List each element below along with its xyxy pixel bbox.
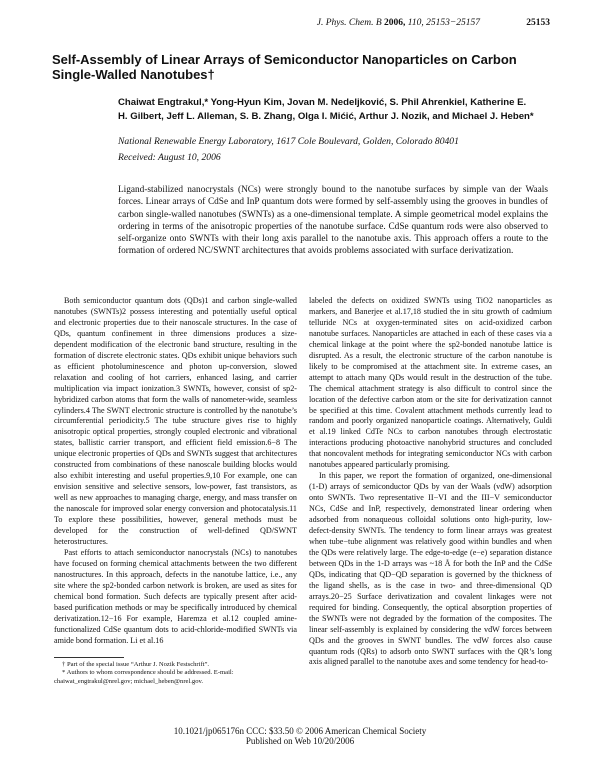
paragraph: Both semiconductor quantum dots (QDs)1 and carbon single-walled nanotubes (SWNTs)2 possess interesting and potentially useful optical and electronic properties due to their nanoscale structures. In the case of QDs, quantum confinement in three dimensions produces a size-dependent modification of the electronic band structure, resulting in the formation of discrete electronic states. QDs exhibit unique behaviors such as efficient photoluminescence and photon up-conversion, slowed relaxation and cooling of hot carriers, enhanced lasing, and carrier multiplication via impact ionization.3 SWNTs, however, consist of sp2-hybridized carbon atoms that form the walls of nanometer-wide, seamless cylinders.4 The SWNT electronic structure is controlled by the nanotube’s circumferential periodicity.5 The tube structure gives rise to highly anisotropic optical properties, strongly coupled electronic and vibrational states, ballistic carrier transport, and efficient field emission.6−8 The unique electronic properties of QDs and SWNTs suggest that architectures constructed from combinations of these nanoscale building blocks would also exhibit interesting and useful properties.9,10 For example, one can envision sensitive and selective sensors, low-power, fast transistors, as well as new approaches to managing charge, energy, and mass transfer on the nanoscale for improved solar energy conversion and photocatalysis.11 To explore these possibilities, however, general methods must be developed for the construction of well-defined QD/SWNT heterostructures. — [54, 296, 297, 546]
page-footer — [0, 726, 600, 746]
abstract: Ligand-stabilized nanocrystals (NCs) were strongly bound to the nanotube surfaces by simple van der Waals forces. Linear arrays of CdSe and InP quantum dots were formed by self-assembly using the grooves in bundles of carbon single-walled nanotubes (SWNTs) as a one-dimensional template. A simple geometrical model explains the ordering in terms of the anisotropic properties of the nanotube surface. CdSe quantum rods were also observed to self-organize onto SWNTs with their long axis parallel to the nanotube axis. This approach offers a route to the formation of ordered NC/SWNT architectures that avoids problems associated with surface derivatization. — [118, 185, 548, 257]
footnote-rule — [54, 657, 124, 658]
right-column — [309, 296, 552, 668]
footnote: † Part of the special issue “Arthur J. Nozik Festschrift”. — [62, 661, 210, 668]
running-header — [54, 18, 550, 32]
paragraph: In this paper, we report the formation of organized, one-dimensional (1-D) arrays of semiconductor QDs by van der Waals (vdW) adsorption onto SWNTs. Two representative II−VI and the III−V semiconductor NCs, CdSe and InP, respectively, demonstrated linear ordering when adsorbed from nonaqueous colloidal solutions onto high-purity, low-defect-density SWNTs. The tendency to form linear arrays was greatest when tube−tube alignment was relatively good within bundles and when the QDs were relatively large. The edge-to-edge (e−e) separation distance between QDs in the 1-D arrays was ~18 Å for both the InP and the CdSe QDs, indicating that QD−QD separation is governed by the thickness of the ligand shells, as is the case in two- and three-dimensional QD arrays.20−25 Surface derivatization and covalent linkages were not required for binding. Consequently, the optical absorption properties of the SWNTs were not degraded by the formation of the composites. The linear self-assembly is explained by considering the vdW forces between QDs and the grooves in SWNT bundles. The vdW forces also cause quantum rods (QRs) to adsorb onto SWNT surfaces with the QR’s long axis aligned parallel to the nanotube axes and some tendency for head-to- — [309, 471, 552, 667]
journal-citation: J. Phys. Chem. B 2006, 110, 25153−25157 — [316, 18, 480, 28]
left-column — [54, 296, 297, 647]
paragraph: labeled the defects on oxidized SWNTs using TiO2 nanoparticles as markers, and Banerjee et al.17,18 studied the in situ growth of cadmium telluride NCs at oxygen-terminated sites on acid-oxidized carbon nanotube surfaces. Nanoparticles are attached in each of these cases via a chemical linkage at the point where the sp2-bonded nanotube lattice is disrupted. As a result, the electronic structure of the carbon nanotube is likely to be compromised at the attachment site. In extreme cases, an attempt to attach many QDs would result in the destruction of the tube. The chemical attachment strategy is also difficult to control since the location of the defective carbon atom or the site for derivatization cannot be specified at this time. Covalent attachment methods currently lead to random and poorly organized nanoparticle coatings. Alternatively, Guldi et al.19 linked CdTe NCs to carbon nanotubes through electrostatic interactions producing photoactive nanohybrid structures and concluded that noncovalent methods for integrating semiconductor NCs with carbon nanotubes appeared particularly promising. — [309, 296, 552, 470]
footnote: * Authors to whom correspondence should be addressed. E-mail: chaiwat_engtrakul@nrel.gov; michael_heben@nrel.gov. — [54, 669, 234, 685]
doi-line: 10.1021/jp065176n CCC: $33.50 © 2006 American Chemical Society — [173, 726, 427, 736]
page-number: 25153 — [526, 18, 550, 28]
footnotes — [54, 657, 297, 686]
received-date: Received: August 10, 2006 — [118, 152, 221, 163]
published-date: Published on Web 10/20/2006 — [245, 736, 355, 746]
paragraph: Past efforts to attach semiconductor nanocrystals (NCs) to nanotubes have focused on forming chemical attachments between the two different nanostructures. In this approach, defects in the nanotube lattice, i.e., any site where the sp2-bonded carbon network is broken, are used as sites for chemical bond formation. Such defects are typically present after acid-based purification methods or may be specifically introduced by chemical derivatization.12−16 For example, Haremza et al.12 coupled amine-functionalized CdSe quantum dots to acid-chloride-modified SWNTs via amide bond formation. Li et al.16 — [54, 547, 297, 645]
article-title: Self-Assembly of Linear Arrays of Semiconductor Nanoparticles on Carbon Single-Walled Nanotubes† — [52, 52, 517, 82]
author-list: Chaiwat Engtrakul,* Yong-Hyun Kim, Jovan M. Nedeljković, S. Phil Ahrenkiel, Katherine E. H. Gilbert, Jeff L. Alleman, S. B. Zhang, Olga I. Mićić, Arthur J. Nozik, and Michael J. Heben* — [118, 97, 534, 122]
affiliation: National Renewable Energy Laboratory, 1617 Cole Boulevard, Golden, Colorado 80401 — [118, 136, 459, 147]
